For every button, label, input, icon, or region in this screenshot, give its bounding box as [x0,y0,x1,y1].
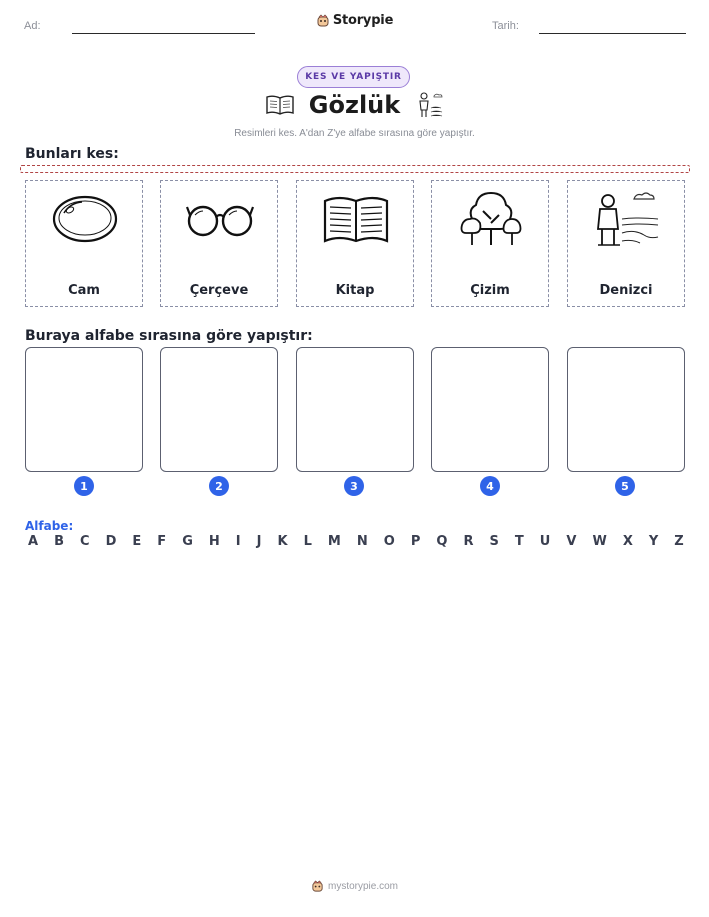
slot-number-1: 1 [74,476,94,496]
card-label: Kitap [335,283,375,298]
brand-name: Storypie [332,13,394,28]
open-book-icon [321,189,391,249]
alphabet-letter: A [28,534,39,549]
alphabet-letter: G [182,534,193,549]
alphabet-letter: K [277,534,288,549]
slot-number-3: 3 [344,476,364,496]
alphabet-letter: O [383,534,395,549]
slot-number-2: 2 [209,476,229,496]
date-line[interactable] [539,33,686,34]
footer [0,880,709,893]
alphabet-letter: I [235,534,241,549]
title-row [0,90,709,120]
paste-heading: Buraya alfabe sırasına göre yapıştır: [25,328,313,344]
book-icon [265,94,295,116]
alphabet-letter: U [539,534,551,549]
name-label: Ad: [24,20,41,32]
card-cam[interactable] [25,180,143,307]
instructions: Resimleri kes. A'dan Z'ye alfabe sırasına göre yapıştır. [234,128,475,139]
alphabet-row [28,534,684,549]
alphabet-letter: Q [436,534,448,549]
alphabet-letter: R [463,534,474,549]
alphabet-letter: M [327,534,341,549]
eyeglasses-frame-icon [185,189,255,249]
card-label: Denizci [599,283,653,298]
storypie-mascot-icon [316,14,330,28]
alphabet-letter: J [256,534,262,549]
alphabet-letter: N [356,534,368,549]
card-cizim[interactable] [431,180,549,307]
alphabet-letter: W [592,534,607,549]
card-kitap[interactable] [296,180,414,307]
alphabet-letter: F [157,534,167,549]
glass-lens-icon [50,189,120,249]
alphabet-letter: L [303,534,312,549]
brand-logo [0,13,709,28]
tree-drawing-icon [456,189,526,249]
paste-slot-4[interactable] [431,347,549,472]
card-label: Çizim [470,283,510,298]
activity-badge: KES VE YAPIŞTIR [297,66,410,88]
date-label: Tarih: [492,20,519,32]
alphabet-letter: Z [674,534,684,549]
alphabet-letter: T [514,534,524,549]
alphabet-letter: B [54,534,64,549]
alphabet-title: Alfabe: [25,519,74,533]
paste-slot-1[interactable] [25,347,143,472]
page-title: Gözlük [308,91,401,119]
slot-number-4: 4 [480,476,500,496]
alphabet-letter: C [80,534,90,549]
card-cerceve[interactable] [160,180,278,307]
alphabet-letter: P [410,534,421,549]
alphabet-letter: D [105,534,117,549]
alphabet-letter: V [566,534,577,549]
cut-line [20,165,690,173]
footer-url[interactable]: mystorypie.com [327,881,398,892]
alphabet-letter: S [489,534,499,549]
paste-slot-3[interactable] [296,347,414,472]
name-line[interactable] [72,33,255,34]
sailor-icon [414,90,444,120]
storypie-mascot-icon [311,880,324,893]
slot-number-5: 5 [615,476,635,496]
cut-heading: Bunları kes: [25,146,119,162]
paste-slot-2[interactable] [160,347,278,472]
alphabet-letter: X [622,534,633,549]
card-label: Çerçeve [189,283,249,298]
card-label: Cam [68,283,100,298]
sailor-icon [592,189,662,253]
paste-slot-5[interactable] [567,347,685,472]
card-denizci[interactable] [567,180,685,307]
alphabet-letter: H [208,534,220,549]
alphabet-letter: Y [648,534,659,549]
alphabet-letter: E [132,534,142,549]
